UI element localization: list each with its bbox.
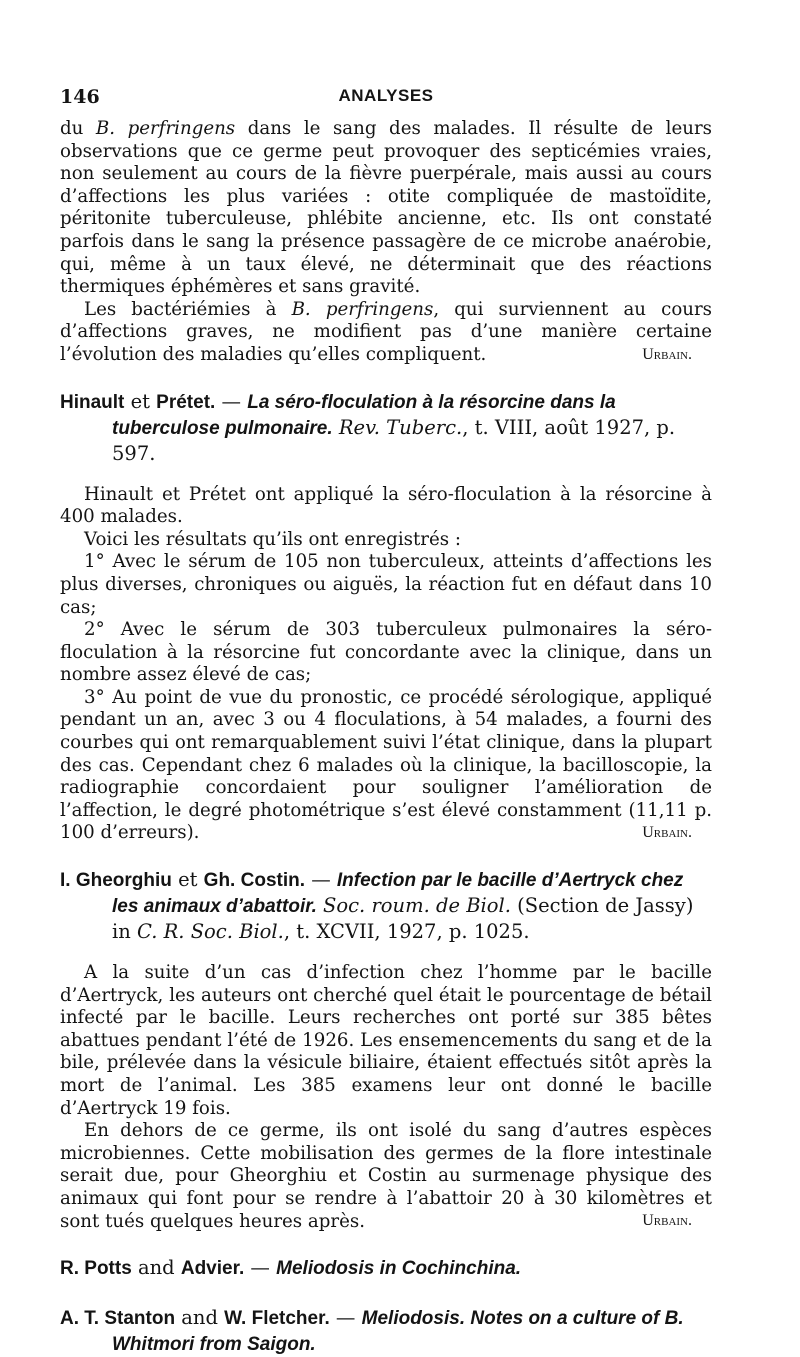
entry-title: Meliodosis. Notes on a culture of B. Whitmori from Saigon. <box>112 1308 684 1356</box>
page-header <box>60 86 712 118</box>
signature: Urbain. <box>642 824 692 842</box>
entry-title: Infection par le bacille d’Aertryck chez les animaux d’abattoir. <box>112 870 684 918</box>
document-page <box>60 86 712 1357</box>
entry-journal: Rev. Tuberc. <box>332 415 463 439</box>
paragraph: 1° Avec le sérum de 105 non tuberculeux, atteints d’affections les plus diverses, chroniques ou aiguës, la réaction fut en défaut dans 10 cas; <box>60 551 712 618</box>
paragraph: A la suite d’un cas d’infection chez l’homme par le bacille d’Aertryck, les auteurs ont cherché quel était le pourcentage de bétail infecté par le bacille. Leurs recherches ont porté sur 385 bêtes abattues pendant l’été de 1926. Les ensemencements du sang et de la bile, prélevée dans la vésicule biliaire, étaient effectués sitôt après la mort de l’animal. Les 385 examens leur ont donné le bacille d’Aertryck 19 fois. <box>60 962 712 1119</box>
bibliographic-entry: Hinault et Prétet. — La séro-floculation à la résorcine dans la tuberculose pulmonaire. Rev. Tuberc., t. VIII, août 1927, p. 597. <box>60 389 676 465</box>
bibliographic-entry: I. Gheorghiu et Gh. Costin. — Infection par le bacille d’Aertryck chez les animaux d’abattoir. Soc. roum. de Biol. (Section de Jassy) in C. R. Soc. Biol., t. XCVII, 1927, p. 1025. <box>60 868 694 944</box>
entry-reference: , t. XCVII, 1927, p. 1025. <box>283 920 530 944</box>
paragraph: du B. perfringens dans le sang des malades. Il résulte de leurs observations que ce germe peut provoquer des septicémies vraies, non seulement au cours de la fièvre puerpérale, mais aussi au cours d’affections les plus variées : otite compliquée de mastoïdite, péritonite tuberculeuse, phlébite ancienne, etc. Ils ont constaté parfois dans le sang la présence passagère de ce microbe anaérobie, qui, même à un taux élevé, ne déterminait que des réactions thermiques éphémères et sans gravité. <box>60 118 713 298</box>
paragraph: En dehors de ce germe, ils ont isolé du sang d’autres espèces microbiennes. Cette mobilisation des germes de la flore intestinale serait due, pour Gheorghiu et Costin au surmenage physique des animaux qui font pour se rendre à l’abattoir 20 à 30 kilomètres et sont tués quelques heures après. <box>60 1120 712 1232</box>
entry-authors: I. Gheorghiu <box>60 870 172 892</box>
entry-journal: Soc. roum. de Biol. <box>316 894 511 918</box>
signature: Urbain. <box>642 345 692 363</box>
paragraph: Hinault et Prétet ont appliqué la séro-floculation à la résorcine à 400 malades. <box>60 483 712 528</box>
signature: Urbain. <box>642 1212 692 1230</box>
bibliographic-entry: A. T. Stanton and W. Fletcher. — Meliodosis. Notes on a culture of B. Whitmori from Saigon. <box>60 1306 684 1356</box>
entry-authors: R. Potts <box>60 1258 132 1280</box>
entry-title: La séro-floculation à la résorcine dans la tuberculose pulmonaire. <box>112 391 616 439</box>
entry-authors: A. T. Stanton <box>60 1308 176 1330</box>
entry-title: Meliodosis in Cochinchina. <box>276 1258 522 1280</box>
running-title: ANALYSES <box>338 86 434 105</box>
paragraph: Les bactériémies à B. perfringens, qui surviennent au cours d’affections graves, ne modifient pas d’une manière certaine l’évolution des maladies qu’elles compliquent. <box>60 298 713 365</box>
paragraph: 2° Avec le sérum de 303 tuberculeux pulmonaires la séro-floculation à la résorcine fut concordante avec la clinique, dans un nombre assez élevé de cas; <box>60 619 712 686</box>
entry-authors: Hinault <box>60 391 125 413</box>
paragraph: 3° Au point de vue du pronostic, ce procédé sérologique, appliqué pendant un an, avec 3 ou 4 floculations, à 54 malades, a fourni des courbes qui ont remarquablement suivi l’état clinique, dans la plupart des cas. Cependant chez 6 malades où la clinique, la bacilloscopie, la radiographie concordaient pour souligner l’amélioration de l’affection, le degré photométrique s’est élevé constamment (11,11 p. 100 d’erreurs). <box>60 686 712 844</box>
entry-reference: , t. VIII, août 1927, p. 597. <box>112 415 676 465</box>
paragraph: Voici les résultats qu’ils ont enregistrés : <box>84 528 461 550</box>
page-number: 146 <box>60 86 100 108</box>
bibliographic-entry: R. Potts and Advier. — Meliodosis in Cochinchina. <box>60 1256 522 1280</box>
